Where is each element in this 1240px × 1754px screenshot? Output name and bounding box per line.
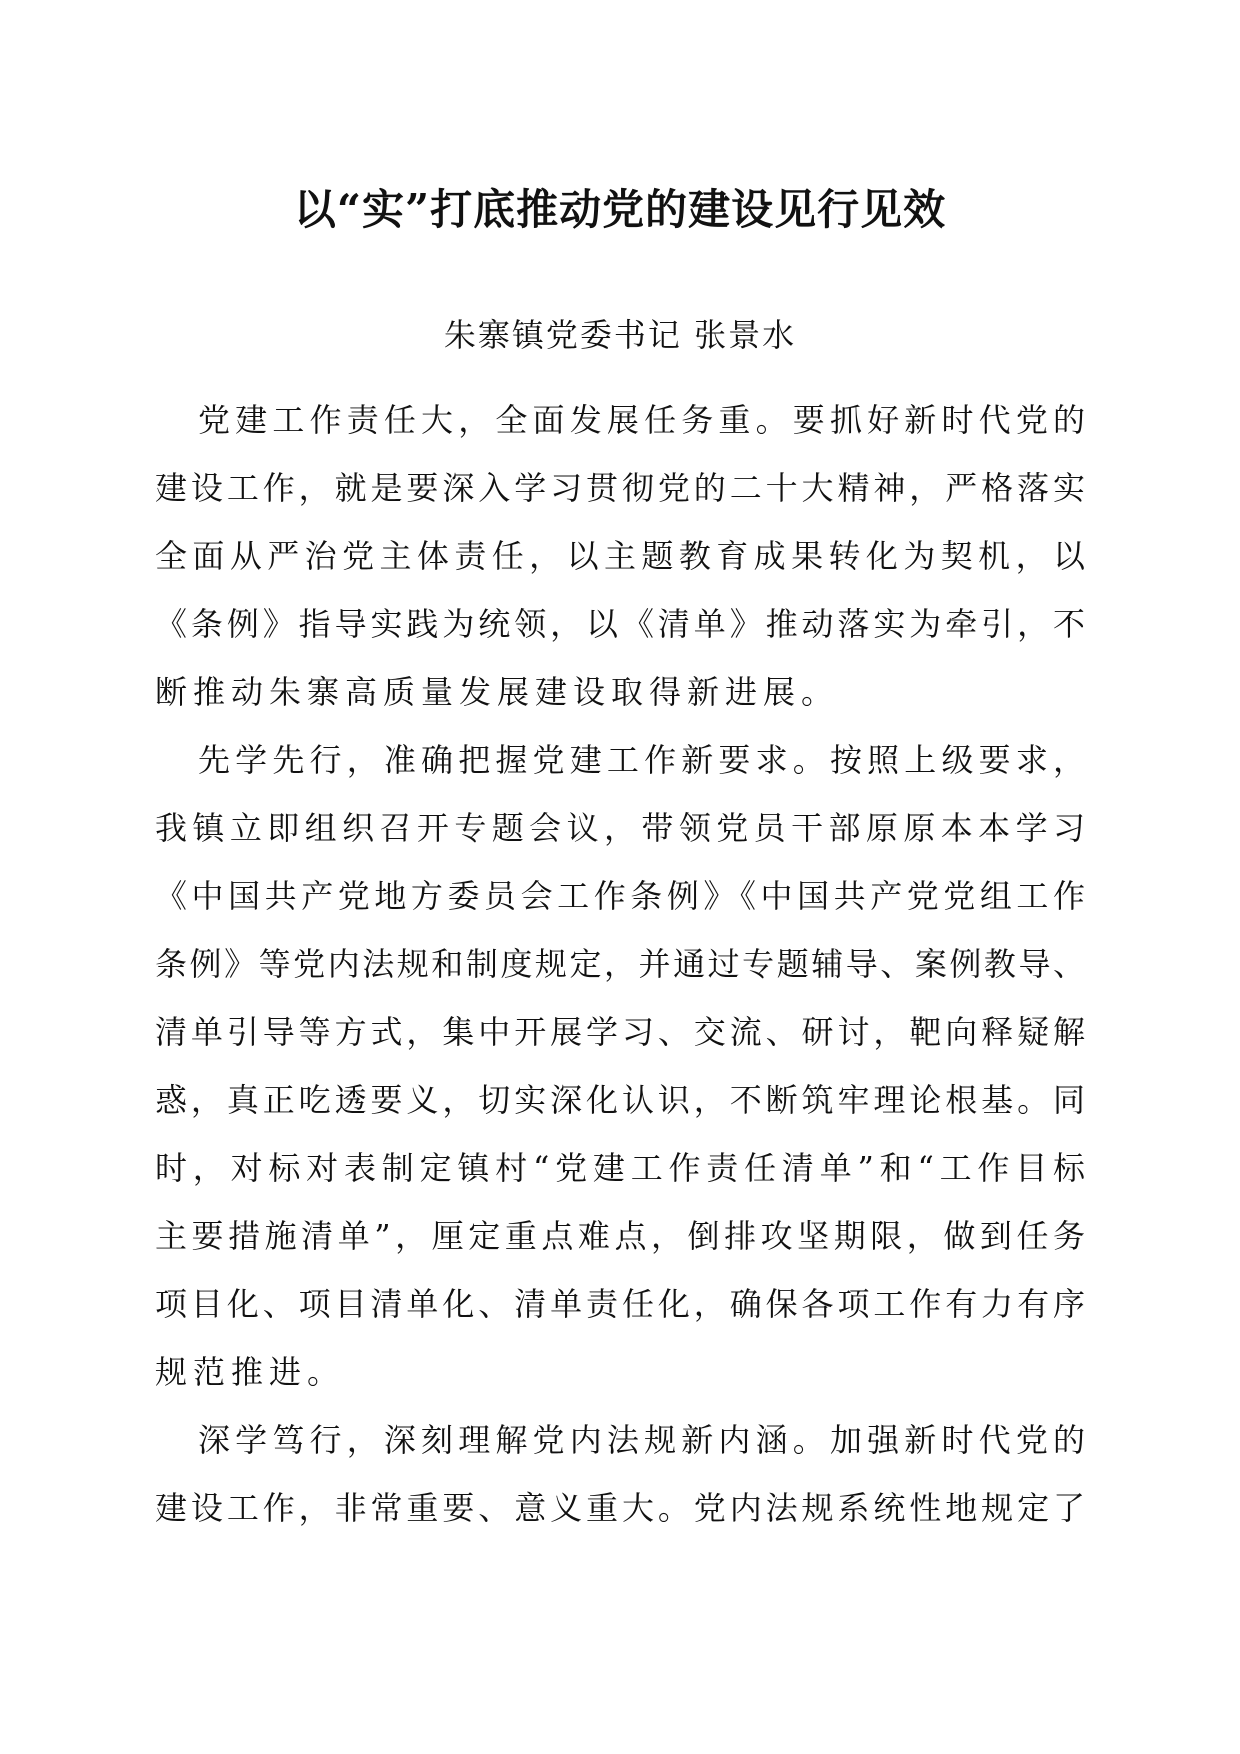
paragraph-1-line-2: 建设工作，就是要深入学习贯彻党的二十大精神，严格落实: [155, 469, 1085, 507]
author-byline: 朱寨镇党委书记 张景水: [443, 316, 797, 354]
paragraph-3-line-2: 建设工作，非常重要、意义重大。党内法规系统性地规定了: [155, 1489, 1085, 1527]
paragraph-2-line-7: 时，对标对表制定镇村“党建工作责任清单”和“工作目标: [155, 1149, 1085, 1187]
paragraph-3-line-1: 深学笃行，深刻理解党内法规新内涵。加强新时代党的: [198, 1421, 1085, 1459]
paragraph-2-line-9: 项目化、项目清单化、清单责任化，确保各项工作有力有序: [155, 1285, 1085, 1323]
paragraph-2-line-6: 惑，真正吃透要义，切实深化认识，不断筑牢理论根基。同: [155, 1081, 1085, 1119]
paragraph-1-line-5: 断推动朱寨高质量发展建设取得新进展。: [155, 673, 840, 711]
paragraph-1-line-3: 全面从严治党主体责任，以主题教育成果转化为契机，以: [155, 537, 1085, 575]
paragraph-2-line-8: 主要措施清单”，厘定重点难点，倒排攻坚期限，做到任务: [155, 1217, 1085, 1255]
document-title: 以“实”打底推动党的建设见行见效: [293, 185, 947, 234]
paragraph-2-line-3: 《中国共产党地方委员会工作条例》《中国共产党党组工作: [155, 877, 1085, 915]
paragraph-1-line-4: 《条例》指导实践为统领，以《清单》推动落实为牵引，不: [155, 605, 1085, 643]
paragraph-2-line-2: 我镇立即组织召开专题会议，带领党员干部原原本本学习: [155, 809, 1085, 847]
paragraph-2-line-10: 规范推进。: [155, 1353, 346, 1391]
paragraph-2-line-1: 先学先行，准确把握党建工作新要求。按照上级要求，: [198, 741, 1085, 779]
paragraph-2-line-5: 清单引导等方式，集中开展学习、交流、研讨，靶向释疑解: [155, 1013, 1085, 1051]
paragraph-1-line-1: 党建工作责任大，全面发展任务重。要抓好新时代党的: [198, 401, 1085, 439]
paragraph-2-line-4: 条例》等党内法规和制度规定，并通过专题辅导、案例教导、: [155, 945, 1085, 983]
